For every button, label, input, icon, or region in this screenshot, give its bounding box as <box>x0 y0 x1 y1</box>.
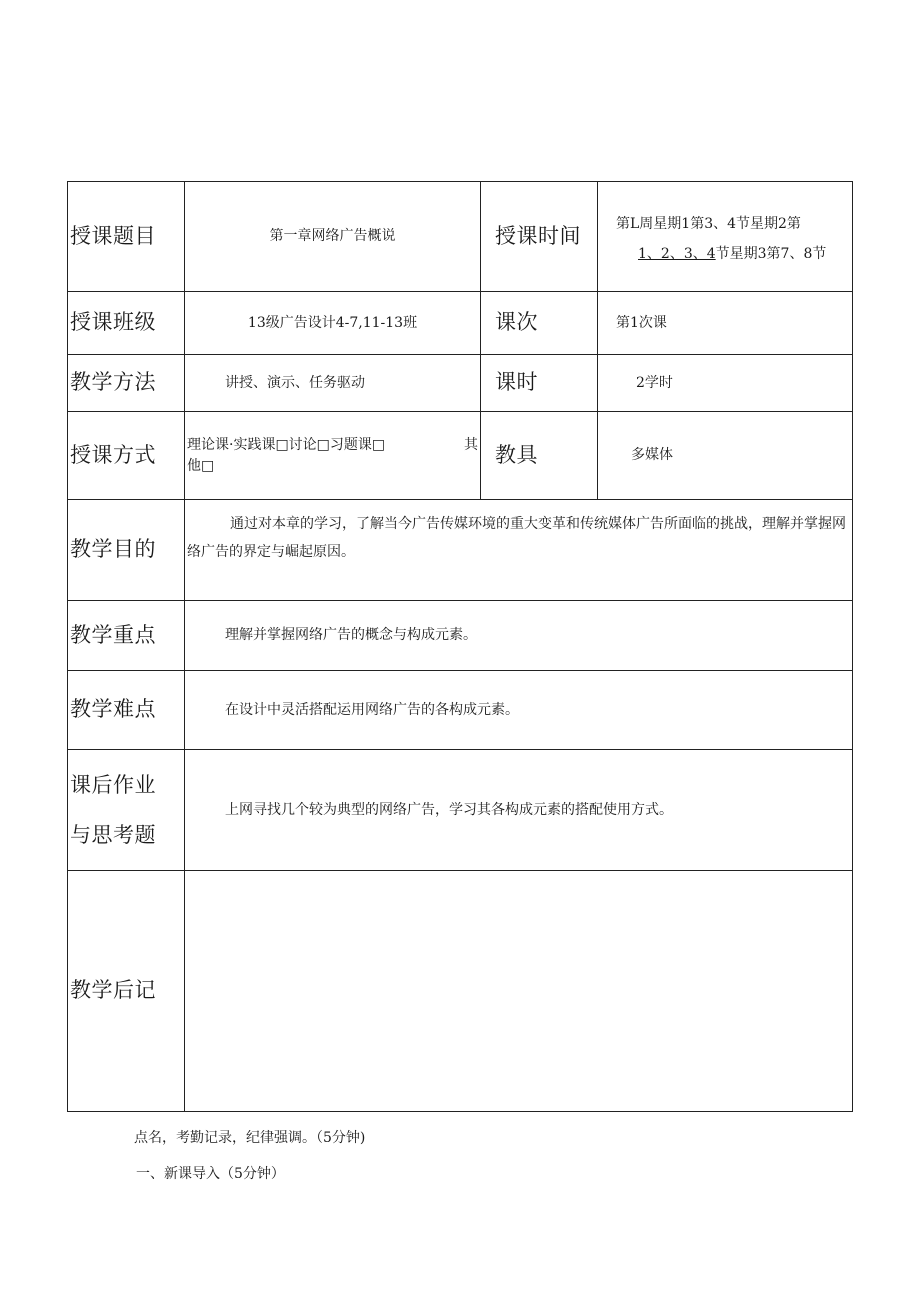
table-row <box>68 182 853 292</box>
hours-label: 课时 <box>481 355 598 412</box>
table-row <box>68 601 853 671</box>
mode-options: 理论课·实践课□讨论□习题课□ <box>187 436 386 453</box>
tool-value: 多媒体 <box>598 412 853 500</box>
time-label: 授课时间 <box>481 182 598 292</box>
class-label: 授课班级 <box>68 292 185 355</box>
mode-other: 其 <box>464 436 478 453</box>
method-value: 讲授、演示、任务驱动 <box>185 355 481 412</box>
key-point-label: 教学重点 <box>68 601 185 671</box>
homework-label-line2: 与思考题 <box>70 823 156 847</box>
table-row <box>68 355 853 412</box>
objective-value: 通过对本章的学习，了解当今广告传媒环境的重大变革和传统媒体广告所面临的挑战，理解并掌握网络广告的界定与崛起原因。 <box>185 500 853 601</box>
session-value: 第1次课 <box>598 292 853 355</box>
time-line1: 第L周星期1第3、4节星期2第 <box>616 215 801 232</box>
mode-line1 <box>187 435 480 456</box>
reflection-label: 教学后记 <box>68 871 185 1112</box>
attendance-note: 点名，考勤记录，纪律强调。（5分钟) <box>134 1130 366 1146</box>
session-label: 课次 <box>481 292 598 355</box>
table-row <box>68 671 853 750</box>
key-point-value: 理解并掌握网络广告的概念与构成元素。 <box>185 601 853 671</box>
hours-value: 2学时 <box>598 355 853 412</box>
mode-line2: 他□ <box>187 457 215 474</box>
lesson-plan-table <box>67 181 853 1112</box>
difficulty-value: 在设计中灵活搭配运用网络广告的各构成元素。 <box>185 671 853 750</box>
time-line2-underlined: 1、2、3、4 <box>638 245 716 262</box>
reflection-value <box>185 871 853 1112</box>
time-line2-rest: 节星期3第7、8节 <box>715 245 827 262</box>
homework-label <box>68 750 185 871</box>
table-row <box>68 500 853 601</box>
topic-value: 第一章网络广告概说 <box>185 182 481 292</box>
table-row <box>68 871 853 1112</box>
mode-value <box>185 412 481 500</box>
intro-heading: 一、新课导入（5分钟） <box>136 1166 285 1182</box>
table-row <box>68 412 853 500</box>
time-value <box>598 182 853 292</box>
topic-label: 授课题目 <box>68 182 185 292</box>
homework-value: 上网寻找几个较为典型的网络广告，学习其各构成元素的搭配使用方式。 <box>185 750 853 871</box>
objective-label: 教学目的 <box>68 500 185 601</box>
mode-label: 授课方式 <box>68 412 185 500</box>
homework-label-line1: 课后作业 <box>70 773 156 797</box>
time-line2 <box>616 239 852 269</box>
method-label: 教学方法 <box>68 355 185 412</box>
difficulty-label: 教学难点 <box>68 671 185 750</box>
table-row <box>68 292 853 355</box>
table-row <box>68 750 853 871</box>
class-value: 13级广告设计4-7,11-13班 <box>185 292 481 355</box>
tool-label: 教具 <box>481 412 598 500</box>
